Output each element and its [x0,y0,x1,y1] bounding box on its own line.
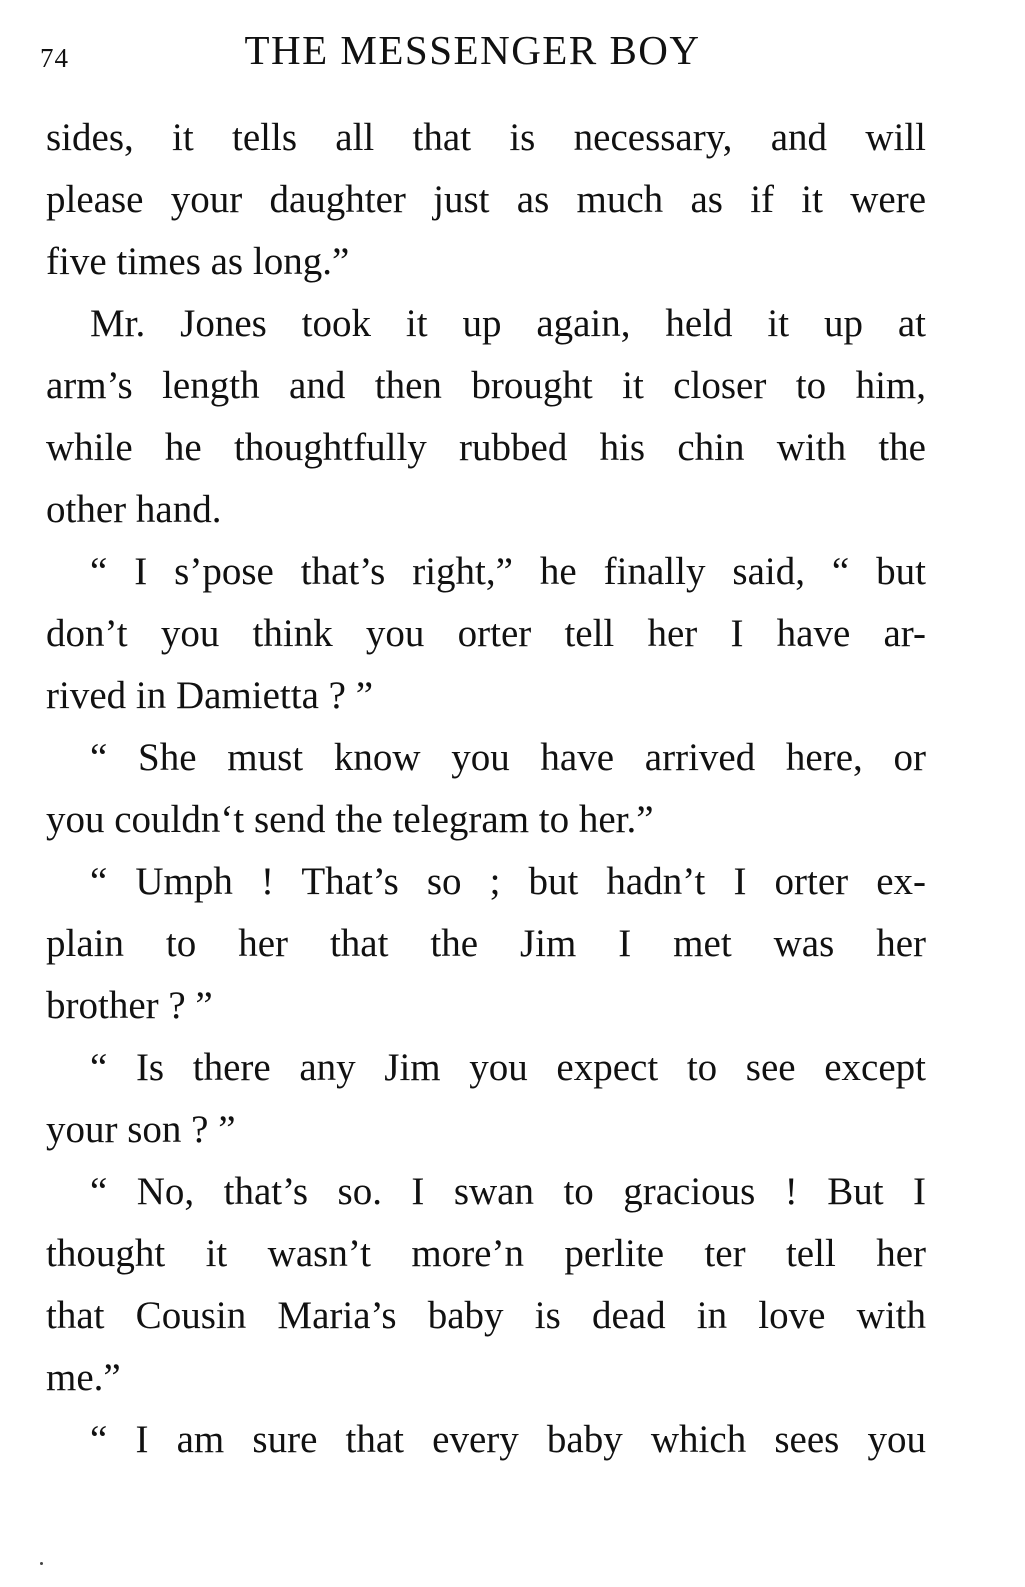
text-line: brother ? ” [46,984,213,1027]
text-line: “ She must know you have arrived here, or [90,736,926,779]
text-line: while he thoughtfully rubbed his chin with the [46,426,926,469]
text-line: thought it wasn’t more’n perlite ter tell her [46,1232,926,1275]
text-line: that Cousin Maria’s baby is dead in love with [46,1294,926,1337]
body-text [46,107,926,1471]
text-line: Mr. Jones took it up again, held it up at [90,302,926,345]
text-line: your son ? ” [46,1108,236,1151]
text-line: rived in Damietta ? ” [46,674,374,717]
text-line: me.” [46,1356,121,1399]
text-line: five times as long.” [46,240,350,283]
text-line: “ I s’pose that’s right,” he finally said, “ but [90,550,926,593]
text-line: plain to her that the Jim I met was her [46,922,926,965]
print-speck [40,1562,43,1565]
page-number: 74 [40,43,69,73]
running-title: THE MESSENGER BOY [244,27,701,73]
text-line: sides, it tells all that is necessary, and will [46,116,926,159]
text-line: don’t you think you orter tell her I have ar- [46,612,926,655]
text-line: “ I am sure that every baby which sees you [90,1418,926,1461]
text-line: “ No, that’s so. I swan to gracious ! But I [90,1170,926,1213]
text-line: arm’s length and then brought it closer to him, [46,364,926,407]
text-line: other hand. [46,488,222,531]
text-line: you couldn‘t send the telegram to her.” [46,798,654,841]
text-line: “ Umph ! That’s so ; but hadn’t I orter ex- [90,860,926,903]
text-line: “ Is there any Jim you expect to see except [90,1046,926,1089]
text-line: please your daughter just as much as if it were [46,178,926,221]
